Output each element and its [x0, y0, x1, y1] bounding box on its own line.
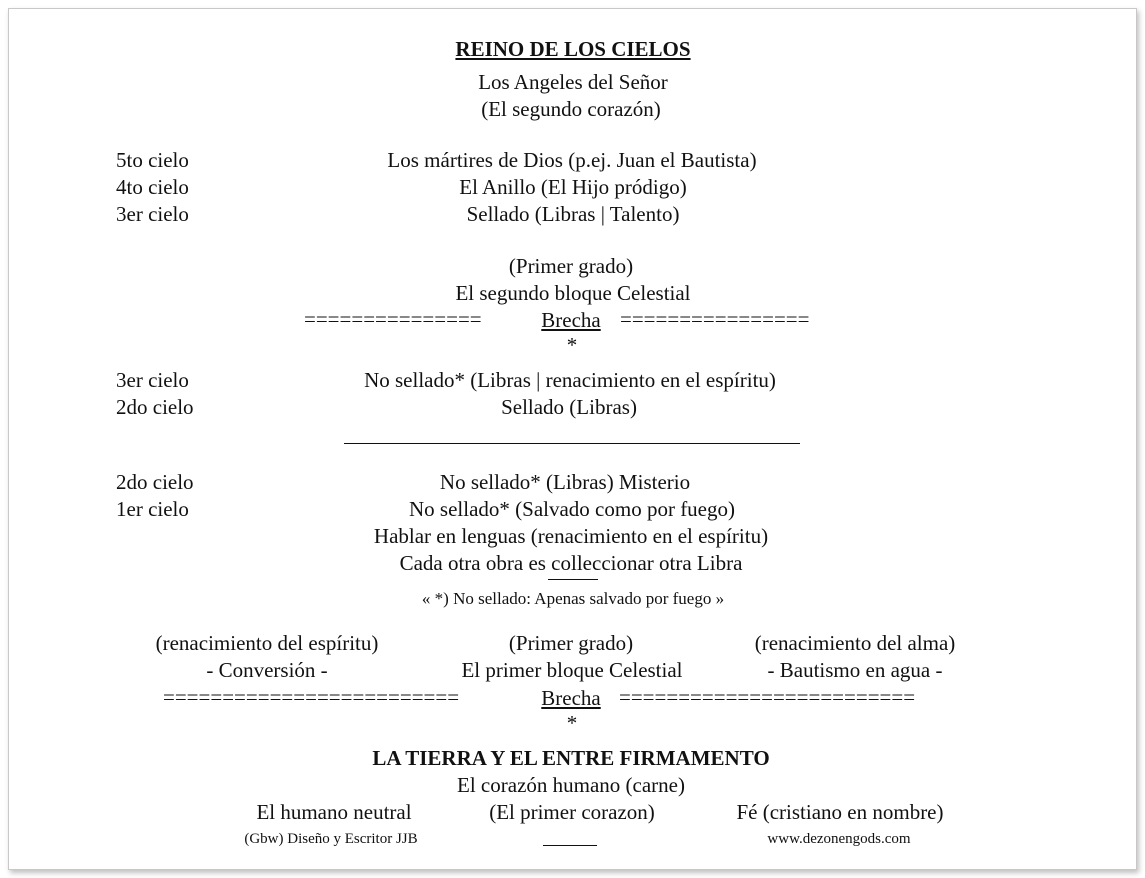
- neutral-human-label: El humano neutral: [256, 800, 412, 824]
- earth-title: LA TIERRA Y EL ENTRE FIRMAMENTO: [372, 746, 770, 770]
- credit-text: (Gbw) Diseño y Escritor JJB: [244, 831, 418, 847]
- breach-rule-right: =========================: [619, 685, 916, 709]
- nominal-christian-label: Fé (cristiano en nombre): [736, 800, 944, 824]
- level-description: Sellado (Libras | Talento): [466, 202, 680, 226]
- level-label: 5to cielo: [116, 148, 189, 172]
- diagram-frame: [8, 8, 1137, 870]
- second-block-grade: (Primer grado): [508, 254, 634, 278]
- level-description: No sellado* (Libras | renacimiento en el espíritu): [364, 368, 776, 392]
- website-text: www.dezonengods.com: [767, 831, 911, 847]
- level-label: 3er cielo: [116, 202, 189, 226]
- breach-label: Brecha: [541, 308, 601, 332]
- soul-rebirth-label: (renacimiento del alma): [754, 631, 956, 655]
- human-heart-label: El corazón humano (carne): [457, 773, 685, 797]
- diagram-title: REINO DE LOS CIELOS: [455, 37, 691, 61]
- breach-rule-right: ================: [620, 307, 810, 331]
- level-label: 1er cielo: [116, 497, 189, 521]
- second-block-name: El segundo bloque Celestial: [455, 281, 691, 305]
- first-heart-label: (El primer corazon): [489, 800, 655, 824]
- section-divider: [344, 443, 800, 444]
- level-description: Sellado (Libras): [501, 395, 637, 419]
- first-block-name: El primer bloque Celestial: [461, 658, 683, 682]
- conversion-label: - Conversión -: [206, 658, 328, 682]
- level-description: Los mártires de Dios (p.ej. Juan el Bautista): [387, 148, 757, 172]
- level-label: 2do cielo: [116, 395, 194, 419]
- short-divider: [543, 845, 597, 846]
- collect-libra-line: Cada otra obra es colleccionar otra Libra: [399, 551, 743, 575]
- level-description: El Anillo (El Hijo pródigo): [459, 175, 687, 199]
- water-baptism-label: - Bautismo en agua -: [767, 658, 943, 682]
- breach-label: Brecha: [541, 686, 601, 710]
- level-label: 3er cielo: [116, 368, 189, 392]
- level-description: No sellado* (Libras) Misterio: [439, 470, 691, 494]
- short-divider: [548, 579, 598, 580]
- spirit-rebirth-label: (renacimiento del espíritu): [155, 631, 379, 655]
- subtitle-angels: Los Angeles del Señor: [478, 70, 668, 94]
- first-block-grade: (Primer grado): [508, 631, 634, 655]
- breach-rule-left: ===============: [304, 307, 482, 331]
- subtitle-second-heart: (El segundo corazón): [481, 97, 661, 121]
- level-label: 4to cielo: [116, 175, 189, 199]
- level-description: No sellado* (Salvado como por fuego): [408, 497, 736, 521]
- breach-star: *: [566, 333, 578, 357]
- tongues-line: Hablar en lenguas (renacimiento en el espíritu): [373, 524, 769, 548]
- breach-star: *: [566, 711, 578, 735]
- level-label: 2do cielo: [116, 470, 194, 494]
- breach-rule-left: =========================: [163, 685, 460, 709]
- footnote: « *) No sellado: Apenas salvado por fuego »: [421, 589, 725, 608]
